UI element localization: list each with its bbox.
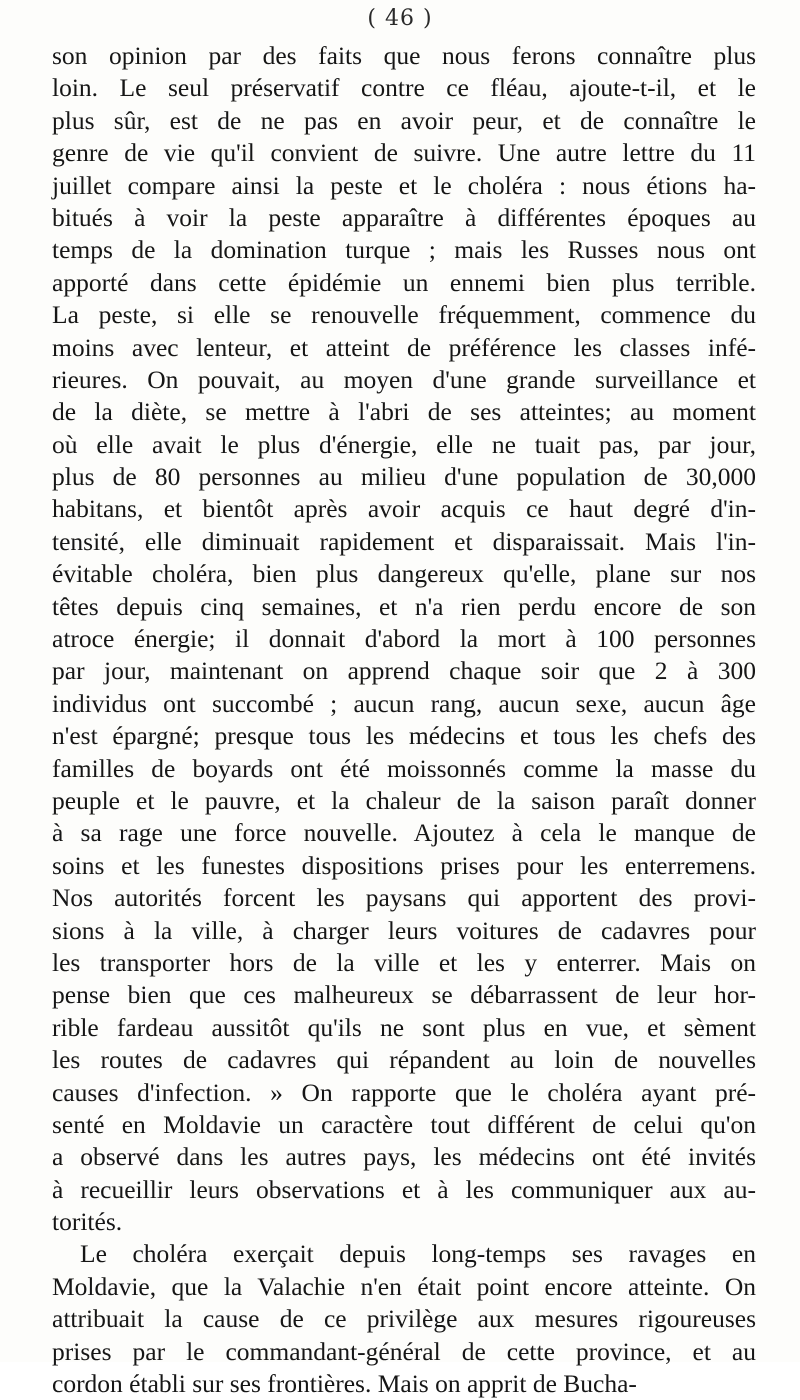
text-line: par jour, maintenant on apprend chaque soir que 2 à 300 — [52, 656, 756, 686]
text-line: senté en Moldavie un caractère tout différent de celui qu'on — [52, 1109, 756, 1139]
text-line: familles de boyards ont été moissonnés comme la masse du — [52, 753, 756, 783]
page-number: ( 46 ) — [367, 6, 433, 31]
text-line: prises par le commandant-général de cette province, et au — [52, 1336, 756, 1366]
text-line: sions à la ville, à charger leurs voitures de cadavres pour — [52, 915, 756, 945]
text-line: rieures. On pouvait, au moyen d'une grande surveillance et — [52, 364, 756, 394]
text-line: cordon établi sur ses frontières. Mais on apprit de Bucha- — [52, 1369, 637, 1399]
text-line: têtes depuis cinq semaines, et n'a rien perdu encore de son — [52, 591, 756, 621]
text-line: tensité, elle diminuait rapidement et disparaissait. Mais l'in- — [52, 526, 756, 556]
text-line: causes d'infection. » On rapporte que le choléra ayant pré- — [52, 1077, 756, 1107]
text-line: loin. Le seul préservatif contre ce fléau, ajoute-t-il, et le — [52, 73, 756, 103]
text-line: habitans, et bientôt après avoir acquis ce haut degré d'in- — [52, 494, 756, 524]
text-line: temps de la domination turque ; mais les Russes nous ont — [52, 235, 756, 265]
paragraph-1 — [52, 40, 756, 1238]
text-line: peuple et le pauvre, et la chaleur de la saison paraît donner — [52, 785, 756, 815]
text-line: plus sûr, est de ne pas en avoir peur, et de connaître le — [52, 105, 756, 135]
paragraph-2 — [52, 1238, 756, 1400]
text-line: torités. — [52, 1207, 123, 1237]
text-line: les transporter hors de la ville et les y enterrer. Mais on — [52, 947, 756, 977]
body-text — [52, 40, 756, 1400]
text-line: Nos autorités forcent les paysans qui apportent des provi- — [52, 883, 756, 913]
text-line: où elle avait le plus d'énergie, elle ne tuait pas, par jour, — [52, 429, 756, 459]
text-line: bitués à voir la peste apparaître à différentes époques au — [52, 202, 756, 232]
text-line: Le choléra exerçait depuis long-temps ses ravages en — [80, 1239, 756, 1269]
text-line: a observé dans les autres pays, les médecins ont été invités — [52, 1142, 756, 1172]
text-line: apporté dans cette épidémie un ennemi bien plus terrible. — [52, 267, 756, 297]
text-line: à recueillir leurs observations et à les communiquer aux au- — [52, 1174, 756, 1204]
text-line: de la diète, se mettre à l'abri de ses atteintes; au moment — [52, 397, 756, 427]
text-line: Moldavie, que la Valachie n'en était point encore atteinte. On — [52, 1271, 756, 1301]
text-line: moins avec lenteur, et atteint de préférence les classes infé- — [52, 332, 756, 362]
text-line: La peste, si elle se renouvelle fréquemment, commence du — [52, 300, 756, 330]
text-line: attribuait la cause de ce privilège aux mesures rigoureuses — [52, 1304, 756, 1334]
text-line: genre de vie qu'il convient de suivre. Une autre lettre du 11 — [52, 138, 756, 168]
text-line: à sa rage une force nouvelle. Ajoutez à cela le manque de — [52, 818, 756, 848]
text-line: rible fardeau aussitôt qu'ils ne sont plus en vue, et sèment — [52, 1012, 756, 1042]
text-line: plus de 80 personnes au milieu d'une population de 30,000 — [52, 462, 756, 492]
text-line: juillet compare ainsi la peste et le choléra : nous étions ha- — [52, 170, 756, 200]
text-line: son opinion par des faits que nous ferons connaître plus — [52, 41, 756, 70]
text-line: individus ont succombé ; aucun rang, aucun sexe, aucun âge — [52, 688, 756, 718]
text-line: évitable choléra, bien plus dangereux qu'elle, plane sur nos — [52, 559, 756, 589]
text-line: soins et les funestes dispositions prises pour les enterremens. — [52, 850, 756, 880]
text-line: les routes de cadavres qui répandent au loin de nouvelles — [52, 1045, 756, 1075]
text-line: n'est épargné; presque tous les médecins et tous les chefs des — [52, 721, 756, 751]
text-line: pense bien que ces malheureux se débarrassent de leur hor- — [52, 980, 756, 1010]
text-line: atroce énergie; il donnait d'abord la mort à 100 personnes — [52, 624, 756, 654]
